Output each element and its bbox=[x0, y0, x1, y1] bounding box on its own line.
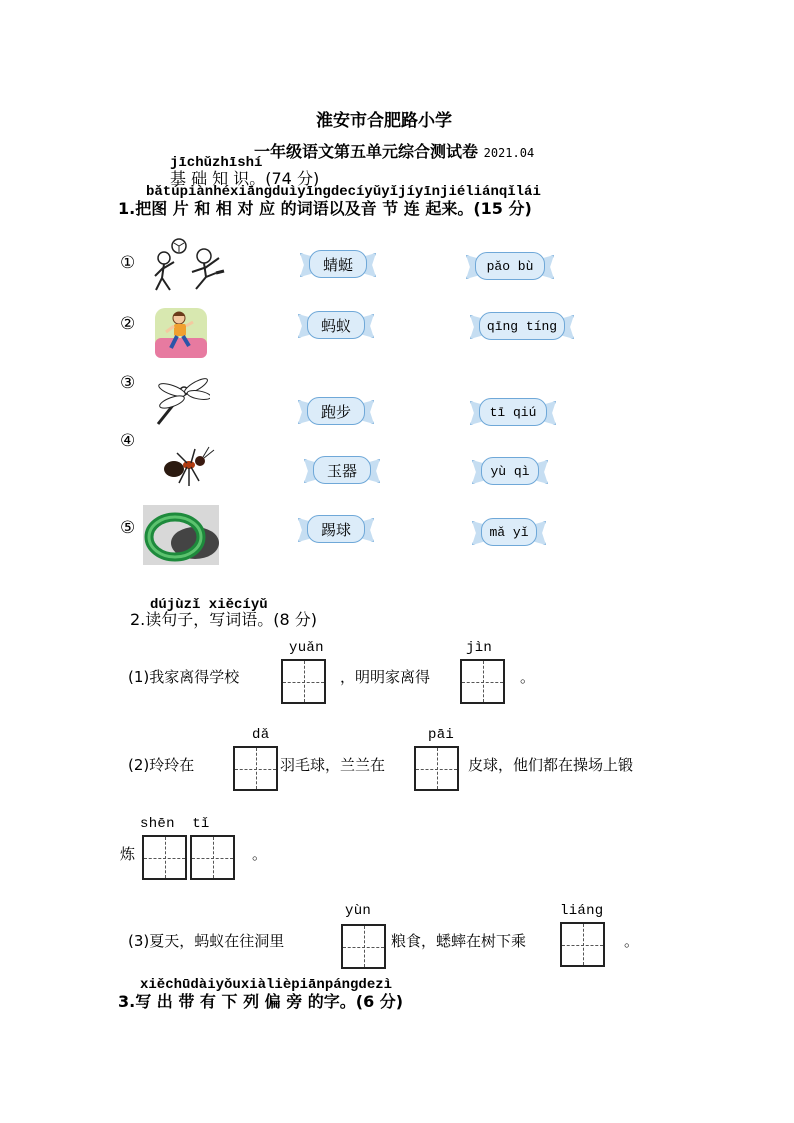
writing-grid[interactable] bbox=[281, 659, 326, 704]
pinyin-hint: shēn tǐ bbox=[140, 816, 210, 832]
pinyin-hint: liáng bbox=[560, 903, 604, 919]
pinyin-card-label: mǎ yǐ bbox=[481, 518, 537, 546]
sentence-2-part-c: 皮球，他们都在操场上锻 bbox=[468, 756, 634, 774]
exam-title bbox=[254, 139, 534, 162]
word-card-label: 蚂蚁 bbox=[307, 311, 365, 339]
pinyin-hint: jìn bbox=[466, 640, 493, 656]
sentence-2-end: 。 bbox=[252, 845, 268, 863]
pinyin-card-label: yù qì bbox=[481, 457, 539, 485]
word-card-5[interactable] bbox=[298, 515, 374, 543]
word-card-label: 玉器 bbox=[313, 456, 371, 484]
word-card-label: 蜻蜓 bbox=[309, 250, 367, 278]
word-card-3[interactable] bbox=[298, 397, 374, 425]
pinyin-card-1[interactable] bbox=[466, 252, 554, 280]
pinyin-card-4[interactable] bbox=[472, 457, 548, 485]
dragonfly-picture bbox=[152, 378, 210, 428]
pinyin-card-5[interactable] bbox=[472, 518, 546, 546]
word-card-label: 跑步 bbox=[307, 397, 365, 425]
q3-title: 3.写 出 带 有 下 列 偏 旁 的字。(6 分) bbox=[118, 992, 404, 1011]
item-number-5: ⑤ bbox=[120, 518, 136, 538]
writing-grid[interactable] bbox=[233, 746, 278, 791]
item-number-2: ② bbox=[120, 314, 136, 334]
q2-title: 2.读句子，写词语。(8 分) bbox=[130, 610, 318, 629]
writing-grid[interactable] bbox=[460, 659, 505, 704]
word-card-1[interactable] bbox=[300, 250, 376, 278]
sentence-2-part-a: (2)玲玲在 bbox=[128, 756, 195, 774]
writing-grid[interactable] bbox=[560, 922, 605, 967]
pinyin-hint: yùn bbox=[345, 903, 372, 919]
item-number-4: ④ bbox=[120, 431, 136, 451]
pinyin-card-3[interactable] bbox=[470, 398, 556, 426]
exam-date: 2021.04 bbox=[483, 146, 535, 160]
sentence-1-part-b: ，明明家离得 bbox=[340, 668, 431, 686]
sentence-2-continued: 炼 bbox=[120, 845, 136, 863]
jade-bracelet-picture bbox=[143, 505, 219, 565]
q1-pinyin: bǎtúpiànhéxiāngduìyīngdecíyǔyǐjíyīnjiéliánqǐlái bbox=[146, 184, 541, 200]
q1-title: 1.把图 片 和 相 对 应 的词语以及音 节 连 起来。(15 分) bbox=[118, 199, 532, 218]
ant-picture bbox=[160, 443, 216, 491]
q3-pinyin: xiěchūdàiyǒuxiàlièpiānpángdezì bbox=[140, 977, 393, 993]
section1-pinyin: jīchǔzhīshí bbox=[170, 155, 263, 171]
section1-title: 基 础 知 识。(74 分) bbox=[170, 169, 320, 188]
pinyin-card-label: pǎo bù bbox=[475, 252, 545, 280]
pinyin-hint: yuǎn bbox=[289, 640, 324, 656]
word-card-2[interactable] bbox=[298, 311, 374, 339]
sentence-3-end: 。 bbox=[624, 932, 640, 950]
sentence-1-end: 。 bbox=[520, 668, 536, 686]
exam-title-text: 一年级语文第五单元综合测试卷 bbox=[254, 142, 479, 161]
writing-grid[interactable] bbox=[190, 835, 235, 880]
q2-pinyin: dújùzǐ xiěcíyǔ bbox=[150, 597, 268, 613]
item-number-3: ③ bbox=[120, 373, 136, 393]
pinyin-card-label: qīng tíng bbox=[479, 312, 565, 340]
kicking-ball-picture bbox=[152, 236, 230, 294]
running-boy-picture bbox=[155, 308, 207, 358]
sentence-2-part-b: 羽毛球，兰兰在 bbox=[280, 756, 386, 774]
item-number-1: ① bbox=[120, 253, 136, 273]
pinyin-card-label: tī qiú bbox=[479, 398, 547, 426]
school-name: 淮安市合肥路小学 bbox=[316, 111, 452, 131]
sentence-1-part-a: (1)我家离得学校 bbox=[128, 668, 240, 686]
pinyin-card-2[interactable] bbox=[470, 312, 574, 340]
writing-grid[interactable] bbox=[341, 924, 386, 969]
pinyin-hint: dǎ bbox=[252, 727, 270, 743]
word-card-4[interactable] bbox=[304, 456, 380, 484]
sentence-3-part-b: 粮食，蟋蟀在树下乘 bbox=[391, 932, 527, 950]
writing-grid[interactable] bbox=[414, 746, 459, 791]
word-card-label: 踢球 bbox=[307, 515, 365, 543]
pinyin-hint: pāi bbox=[428, 727, 455, 743]
writing-grid[interactable] bbox=[142, 835, 187, 880]
sentence-3-part-a: (3)夏天，蚂蚁在往洞里 bbox=[128, 932, 285, 950]
